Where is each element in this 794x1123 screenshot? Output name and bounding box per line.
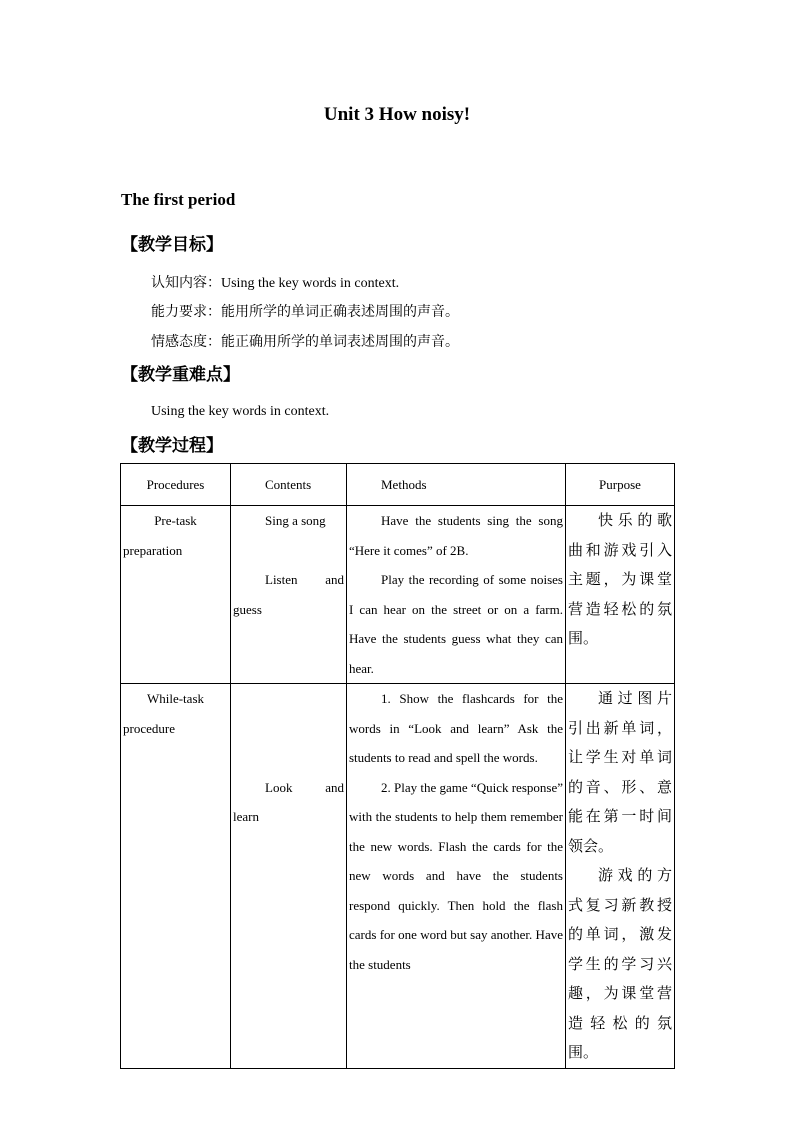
contents-cell: Sing a song Listen and guess — [231, 506, 347, 684]
methods-cell: 1. Show the flashcards for the words in “Look and learn” Ask the students to read and spell the words. 2. Play the game “Quick response” with the students to help them remember the new words. Flash the cards for the new words and have the students respond quickly. Then hold the flash cards for one word but say another. Have the students — [347, 684, 566, 1069]
table-header-row — [121, 464, 675, 506]
methods-cell: Have the students sing the song “Here it comes” of 2B. Play the recording of some noises I can hear on the street or on a farm. Have the students guess what they can hear. — [347, 506, 566, 684]
objectives-heading: 【教学目标】 — [121, 235, 223, 255]
document-title: Unit 3 How noisy! — [323, 104, 471, 125]
purpose-cell: 通过图片引出新单词，让学生对单词的音、形、意能在第一时间领会。 游戏的方式复习新教授的单词，激发学生的学习兴趣，为课堂营造轻松的氛围。 — [566, 684, 675, 1069]
objective-cognitive — [151, 272, 399, 292]
process-table — [120, 463, 675, 1069]
objective-emotion — [151, 331, 459, 351]
objective-ability — [151, 301, 459, 321]
objective-label: 情感态度： — [151, 334, 221, 350]
table-row — [121, 684, 675, 1069]
header-procedures: Procedures — [121, 464, 231, 506]
objective-text: 能用所学的单词正确表述周围的声音。 — [221, 304, 459, 320]
objective-label: 认知内容： — [151, 275, 221, 291]
key-points-text: Using the key words in context. — [151, 404, 330, 419]
process-heading: 【教学过程】 — [121, 436, 223, 456]
header-methods: Methods — [347, 464, 566, 506]
key-points-heading: 【教学重难点】 — [121, 365, 240, 385]
objective-text: 能正确用所学的单词表述周围的声音。 — [221, 334, 459, 350]
header-purpose: Purpose — [566, 464, 675, 506]
period-heading: The first period — [121, 190, 236, 209]
objective-label: 能力要求： — [151, 304, 221, 320]
contents-cell: Look and learn — [231, 684, 347, 1069]
objective-text: Using the key words in context. — [221, 276, 400, 291]
table-row — [121, 506, 675, 684]
purpose-cell: 快乐的歌曲和游戏引入主题，为课堂营造轻松的氛围。 — [566, 506, 675, 684]
procedure-cell: Pre-task preparation — [121, 506, 231, 684]
header-contents: Contents — [231, 464, 347, 506]
procedure-cell: While-task procedure — [121, 684, 231, 1069]
